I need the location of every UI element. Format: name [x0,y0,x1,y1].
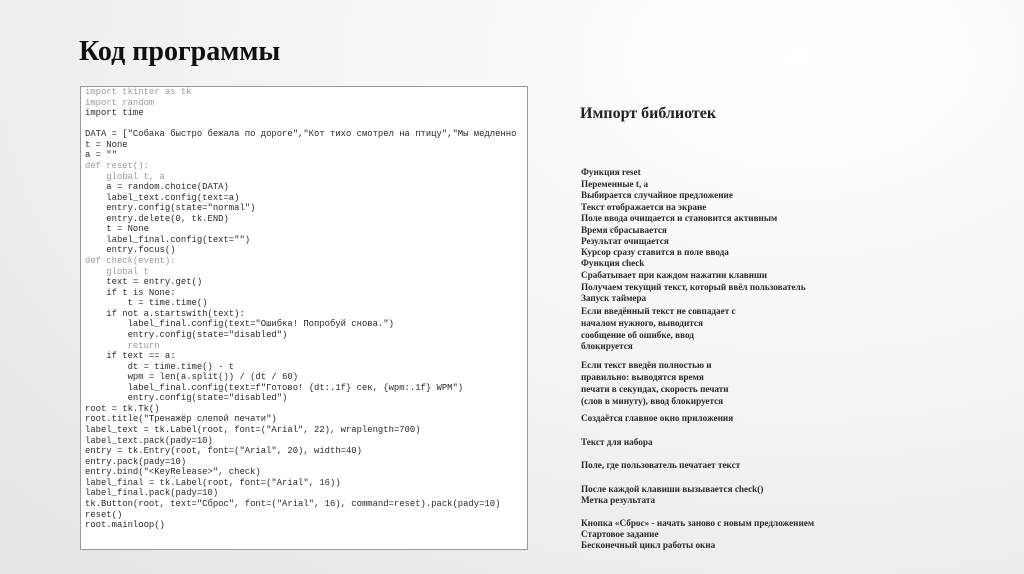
annotation-note: правильно: выводятся время [581,372,704,382]
code-line: label_text.config(text=a) [85,192,240,203]
annotation-note: Текст для набора [581,437,653,447]
code-panel [80,86,528,550]
annotation-note: Метка результата [581,495,656,505]
slide-title: Код программы [79,36,281,67]
code-line: DATA = ["Собака быстро бежала по дороге","Кот тихо смотрел на птицу","Мы медленно [85,129,517,140]
annotation-note: Время сбрасывается [581,225,667,235]
code-line: if not a.startswith(text): [85,308,245,319]
annotation-note: Бесконечный цикл работы окна [581,540,716,550]
annotation-note: печати в секундах, скорость печати [581,384,729,394]
code-line: wpm = len(a.split()) / (dt / 60) [85,372,299,383]
annotation-note: Срабатывает при каждом нажатии клавиши [581,270,768,280]
code-line [85,119,516,130]
code-line: a = random.choice(DATA) [85,182,229,193]
annotation-note: Текст отображается на экране [581,202,707,212]
code-line: def check(event): [85,256,176,266]
annotation-note: блокируется [581,341,633,351]
annotation-note: Функция reset [581,167,641,177]
code-line: if text == a: [85,351,176,362]
code-line: dt = time.time() - t [85,361,235,372]
code-line: import random [85,97,155,108]
code-line: entry.bind("<KeyRelease>", check) [85,467,261,478]
annotation-note: Кнопка «Сброс» - начать заново с новым предложением [581,518,815,528]
code-line: def reset(): [85,160,149,171]
code-line: reset() [85,509,123,520]
code-line: import time [85,108,144,119]
code-line: a = "" [85,150,117,161]
annotation-note: Функция check [581,258,645,268]
code-line: return [85,340,160,351]
code-line: import tkinter as tk [85,87,192,97]
code-line: t = None [85,139,128,150]
code-line: root.title("Тренажёр слепой печати") [85,414,277,425]
code-line: entry.focus() [85,245,176,256]
code-line: entry.config(state="normal") [85,203,256,214]
code-line: tk.Button(root, text="Сброс", font=("Arial", 16), command=reset).pack(pady=10) [85,498,501,509]
annotation-note: Если текст введён полностью и [581,360,712,370]
code-line: root.mainloop() [85,520,165,531]
annotation-note: Поле ввода очищается и становится активным [581,213,778,223]
annotation-note: Стартовое задание [581,529,659,539]
code-line: entry = tk.Entry(root, font=("Arial", 20), width=40) [85,446,362,457]
code-line: entry.pack(pady=10) [85,456,187,467]
annotation-note: Выбирается случайное предложение [581,190,733,200]
annotation-note: (слов в минуту), ввод блокируется [581,396,724,406]
code-line: root = tk.Tk() [85,403,160,414]
annotation-note: Поле, где пользователь печатает текст [581,460,741,470]
annotation-note: После каждой клавиши вызывается check() [581,484,764,494]
annotation-note: Курсор сразу ставится в поле ввода [581,247,729,257]
code-line: label_final.pack(pady=10) [85,488,219,499]
code-line: t = time.time() [85,298,208,309]
annotation-note: Запуск таймера [581,293,647,303]
annotation-note: началом нужного, выводится [581,318,703,328]
code-line: entry.delete(0, tk.END) [85,213,229,224]
annotation-note: Результат очищается [581,236,669,246]
code-line: label_final.config(text="") [85,234,251,245]
code-line: entry.config(state="disabled") [85,329,288,340]
code-line: label_final.config(text=f"Готово! {dt:.1f} сек, {wpm:.1f} WPM") [85,382,464,393]
code-line: label_text = tk.Label(root, font=("Arial", 22), wraplength=700) [85,425,421,435]
code-line: global t, a [85,171,165,182]
code-line: entry.config(state="disabled") [85,393,288,404]
code-line: label_final.config(text="Ошибка! Попробуй снова.") [85,319,394,330]
annotation-note: Переменные t, a [581,179,649,189]
code-line: if t is None: [85,287,176,298]
code-line: label_text.pack(pady=10) [85,435,213,446]
annotation-note: Создаётся главное окно приложения [581,413,734,423]
slide-subtitle: Импорт библиотек [580,105,717,122]
code-line: label_final = tk.Label(root, font=("Arial", 16)) [85,477,341,488]
annotation-note: сообщение об ошибке, ввод [581,330,694,340]
annotation-note: Получаем текущий текст, который ввёл пользователь [581,282,806,292]
code-line: global t [85,266,149,277]
code-line: t = None [85,224,149,235]
code-line: text = entry.get() [85,277,203,288]
code-listing [85,87,516,531]
annotation-note: Если введённый текст не совпадает с [581,306,736,316]
